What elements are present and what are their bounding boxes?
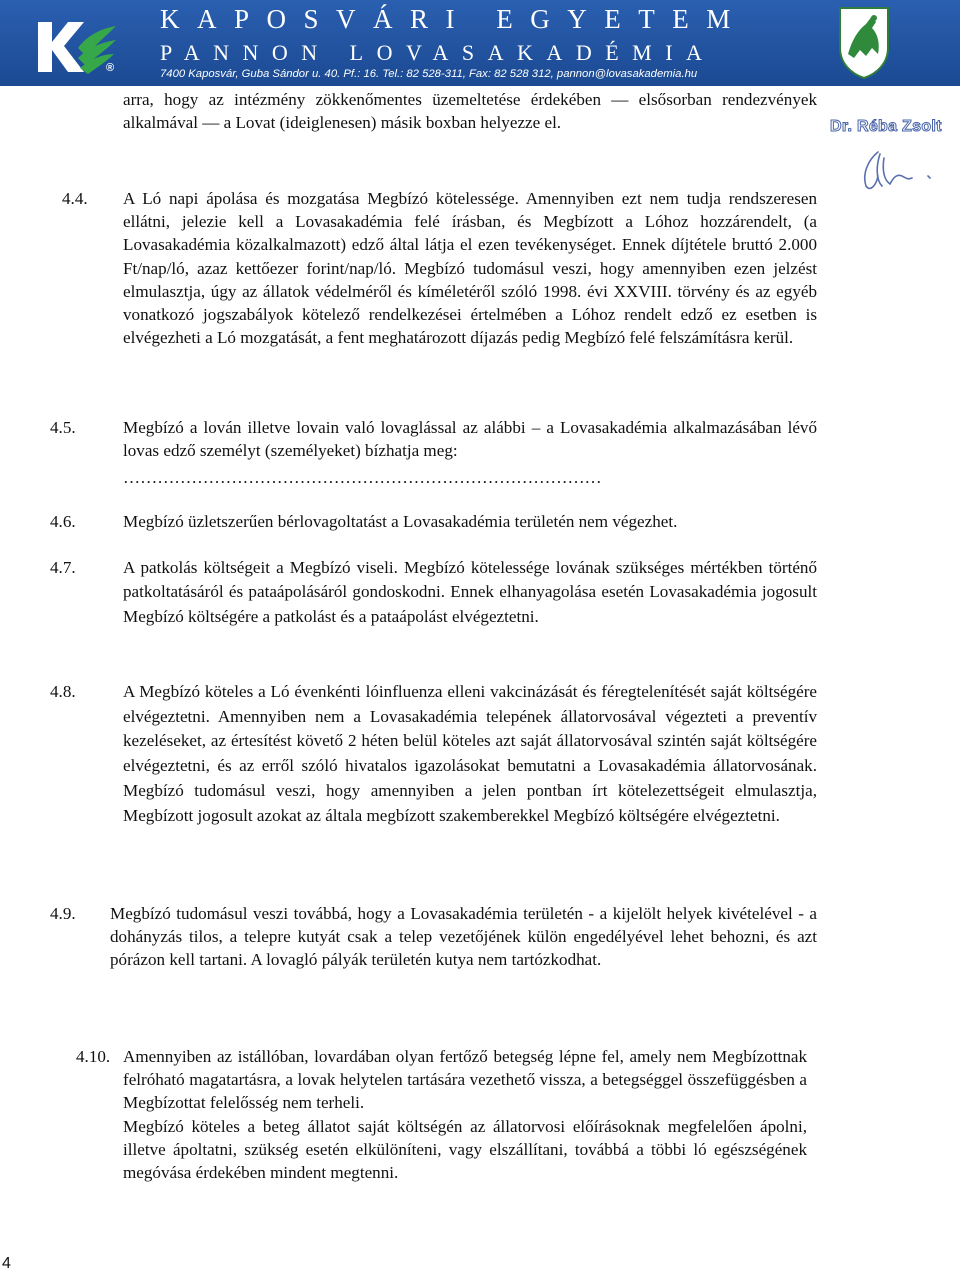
page-number: 4 <box>2 1255 11 1272</box>
registered-mark: ® <box>106 62 115 74</box>
paragraph-continuation: arra, hogy az intézmény zökkenőmentes üzemeltetése érdekében — elsősorban rendezvények alkalmával — a Lovat (ideiglenesen) másik boxban helyezze el. <box>123 90 817 133</box>
handwritten-signature-icon <box>858 146 948 196</box>
section-number-4-8: 4.8. <box>50 682 76 701</box>
academy-name: PANNON LOVASAKADÉMIA <box>160 40 716 65</box>
section-text-4-7: A patkolás költségeit a Megbízó viseli. Megbízó kötelessége lovának szükséges mértékben történő patkoltatásáról és pataápolásáról gondoskodni. Ennek elhanyagolása esetén Lovasakadémia jogosult Megbízó költségére a patkolást és a pataápolást elvégeztetni. <box>123 558 817 626</box>
section-text-4-6: Megbízó üzletszerűen bérlovagoltatást a Lovasakadémia területén nem végezhet. <box>123 512 678 531</box>
letterhead-banner <box>0 0 960 86</box>
section-text-4-8: A Megbízó köteles a Ló évenkénti lóinfluenza elleni vakcinázását és féregtelenítését saját költségére elvégeztetni. Amennyiben nem a Lovasakadémia telepének állatorvosával végezteti a preventív kezeléseket, az értesítést követő 2 héten belül köteles azt saját állatorvosával szintén saját költségére elvégeztetni, és az erről szóló hivatalos igazolásokat bemutatni a Lovasakadémia állatorvosának. Megbízó tudomásul veszi, hogy amennyiben a jelen pontban írt kötelezettségeit elmulasztja, Megbízott jogosult azokat az általa megbízott szakemberekkel Megbízó költségére elvégeztetni. <box>123 682 817 825</box>
section-number-4-6: 4.6. <box>50 512 76 531</box>
academy-crest-icon <box>836 4 892 80</box>
section-text-4-10: Amennyiben az istállóban, lovardában olyan fertőző betegség lépne fel, amely nem Megbízottnak felróható magatartásra, a lovak helytelen tartására vezethető vissza, a betegséggel összefüggésben a Megbízottat felelősség nem terheli. <box>123 1047 807 1113</box>
section-text-4-4: A Ló napi ápolása és mozgatása Megbízó kötelessége. Amennyiben ezt nem tudja rendszeresen ellátni, jelezie kell a Lovasakadémia felé írásban, és Megbízott a Lóhoz hozzárendelt, (a Lovasakadémia közalkalmazott) edző által látja el ezen tevékenységet. Ennek díjtétele bruttó 2.000 Ft/nap/ló, azaz kettőezer forint/nap/ló. Megbízó tudomásul veszi, hogy amennyiben ezen jelzést elmulasztja, úgy az állatok védelméről és kíméletéről szóló 1998. évi XXVIII. törvény és az egyéb vonatkozó jogszabályok kötelező rendelkezései értelmében a Lóhoz rendelt edző ez esetben is elvégezheti a Ló mozgatását, a fent meghatározott díjazás pedig Megbízó felé felszámításra kerül. <box>123 189 817 348</box>
trainer-name-blank: ………………………………………………………………………… <box>123 468 602 487</box>
section-number-4-5: 4.5. <box>50 418 76 437</box>
section-text-4-10-continued: Megbízó köteles a beteg állatot saját költségén az állatorvosi előírásoknak megfelelően ápolni, illetve ápoltatni, szükség esetén elkülöníteni, vagy elszállítani, továbbá a többi ló egészségének megóvása érdekében mindent megtenni. <box>123 1117 807 1183</box>
section-number-4-7: 4.7. <box>50 558 76 577</box>
university-name: KAPOSVÁRI EGYETEM <box>160 4 748 34</box>
signature-name: Dr. Réba Zsolt <box>830 118 942 135</box>
section-text-4-9: Megbízó tudomásul veszi továbbá, hogy a Lovasakadémia területén - a kijelölt helyek kivételével - a dohányzás tilos, a telepre kutyát csak a telep vezetőjének külön engedélyével lehet behozni, és azt pórázon kell tartani. A lovagló pályák területén kutya nem tartózkodhat. <box>110 904 817 970</box>
section-number-4-4: 4.4. <box>62 189 88 208</box>
section-number-4-9: 4.9. <box>50 904 76 923</box>
section-number-4-10: 4.10. <box>76 1047 111 1066</box>
section-text-4-5: Megbízó a lován illetve lovain való lovaglással az alábbi – a Lovasakadémia alkalmazásában lévő lovas edző személyt (személyeket) bízhatja meg: <box>123 418 817 461</box>
address-line: 7400 Kaposvár, Guba Sándor u. 40. Pf.: 16. Tel.: 82 528-311, Fax: 82 528 312, pannon@lovasakademia.hu <box>160 68 698 80</box>
